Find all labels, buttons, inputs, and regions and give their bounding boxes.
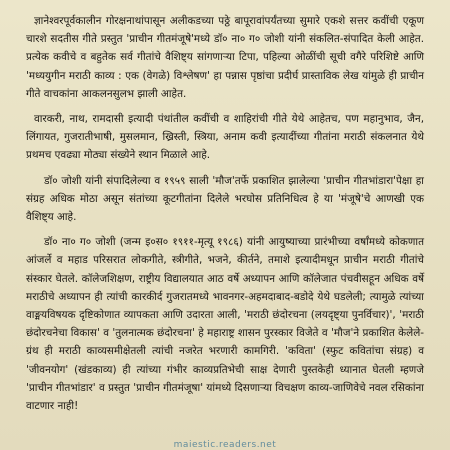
paragraph-comparison: डॉ० जोशी यांनी संपादिलेल्या व १९५९ साली 'मौज'तर्फे प्रकाशित झालेल्या 'प्राचीन गीतभांडारा'पेक्षा हा संग्रह अधिक मोठा असून संतांच्या कूटगीतांना दिलेले भरघोस प्रतिनिधित्व हे या 'मंजूषे'चे आणखी एक वैशिष्ट्य आहे. [26, 174, 424, 224]
paragraph-author-bio: डॉ० ना० ग० जोशी (जन्म इ०स० १९११-मृत्यू १९८६) यांनी आयुष्याच्या प्रारंभीच्या वर्षांमध्ये कोकणात आंजर्ले व महाड परिसरात लोकगीते, स्त्रीगीते, भजने, कीर्तने, तमाशे इत्यादीमधून प्राचीन मराठी गीतांचे संस्कार घेतले. कॉलेजशिक्षण, राष्ट्रीय विद्यालयात आठ वर्षे अध्यापन आणि कॉलेजात पंचवीसहून अधिक वर्षे मराठीचे अध्यापन ही त्यांची कारकीर्द गुजरातमध्ये भावनगर-अहमदाबाद-बडोदे येथे घडलेली; त्यामुळे त्यांच्या वाङ्मयविषयक दृष्टिकोणात व्यापकता आणि उदारता आली, 'मराठी छंदोरचना (लयदृष्ट्या पुनर्विचार)', 'मराठी छंदोरचनेचा विकास' व 'तुलनात्मक छंदोरचना' हे महाराष्ट्र शासन पुरस्कार विजेते व 'मौज'ने प्रकाशित केलेले-ग्रंथ ही मराठी काव्यसमीक्षेतली त्यांची नजरेत भरणारी कामगिरी. 'कविता' (स्फुट कवितांचा संग्रह) व 'जीवनयोग' (खंडकाव्य) ही त्यांच्या गंभीर काव्यप्रतिभेची साक्ष देणारी पुस्तकेही ध्यानात घेतली म्हणजे 'प्राचीन गीतभांडार' व प्रस्तुत 'प्राचीन गीतमंजूषा' यांमध्ये दिसणाऱ्या विचक्षण काव्य-जाणिवेचे नवल रसिकांना वाटणार नाही! [26, 236, 424, 413]
paragraph-intro: ज्ञानेश्वरपूर्वकालीन गोरक्षनाथांपासून अलीकडच्या पठ्ठे बापूरावांपर्यंतच्या सुमारे एकशे सत्तर कवींची एकूण चारशे सदतीस गीते प्रस्तुत 'प्राचीन गीतमंजूषे'मध्ये डॉ० ना० ग० जोशी यांनी संकलित-संपादित केली आहेत. प्रत्येक कवीचे व बहुतेक सर्व गीतांचे वैशिष्ट्य सांगणाऱ्या टिपा, पहिल्या ओळींची सूची वगैरे परिशिष्टे आणि 'मध्ययुगीन मराठी काव्य : एक (वेगळे) विश्लेषण' हा पन्नास पृष्ठांचा प्रदीर्घ प्रास्ताविक लेख यांमुळे ही प्राचीन गीते वाचकांना आकलनसुलभ झाली आहेत. [26, 15, 424, 100]
watermark-text: maiestic.readers.net [173, 440, 277, 450]
paragraph-poets: वारकरी, नाथ, रामदासी इत्यादी पंथांतील कवींची व शाहिरांची गीते येथे आहेतच, पण महानुभाव, जैन, लिंगायत, गुजरातीभाषी, मुसलमान, ख्रिस्ती, स्त्रिया, अनाम कवी इत्यादींच्या गीतांना मराठी संकलनात येथे प्रथमच एवढ्या मोठ्या संख्येने स्थान मिळाले आहे. [26, 113, 424, 162]
